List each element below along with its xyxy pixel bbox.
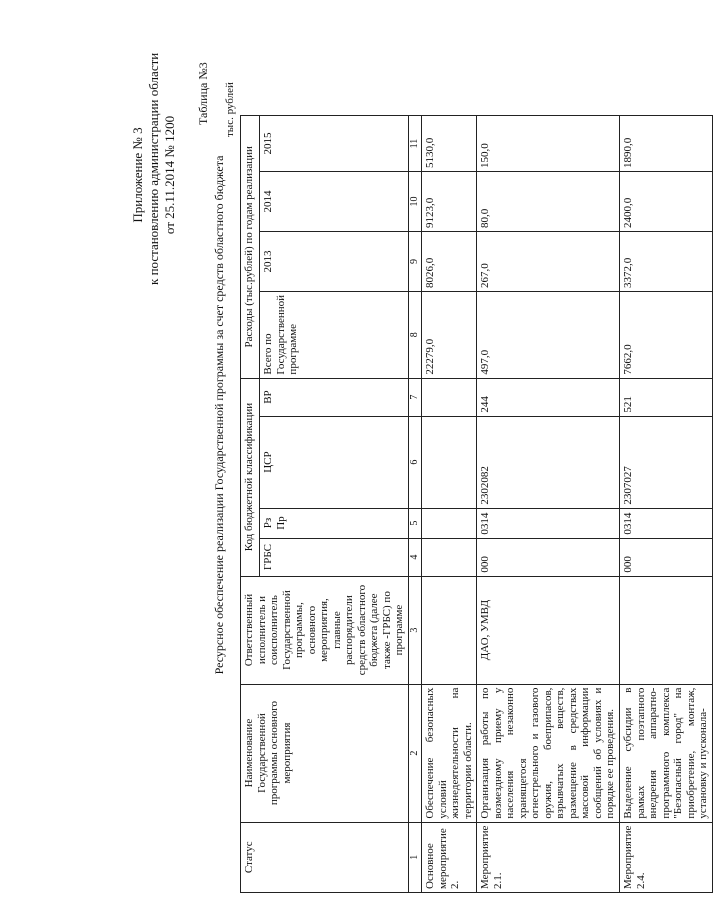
table-row <box>422 116 477 893</box>
header-2013: 2013 <box>260 232 409 292</box>
row-name: Выделение субсидии в рамках поэтапного внедрения аппаратно-программного комплекса "Безопасный город" на приобретение, монтаж, установку и пусконала- <box>620 684 713 822</box>
row-total: 22279,0 <box>422 292 477 379</box>
col-number: 10 <box>408 172 422 232</box>
header-2014: 2014 <box>260 172 409 232</box>
row-2014: 80,0 <box>477 172 620 232</box>
row-2015: 150,0 <box>477 116 620 172</box>
row-responsible <box>422 576 477 684</box>
row-2015: 5130,0 <box>422 116 477 172</box>
row-name: Обеспечение безопасных условий жизнедеятельности на территории области. <box>422 684 477 822</box>
row-2013: 267,0 <box>477 232 620 292</box>
table-row <box>477 116 620 893</box>
row-2014: 2400,0 <box>620 172 713 232</box>
row-grbs: 000 <box>620 538 713 576</box>
header-budget-code: Код бюджетной классификации <box>241 378 260 576</box>
col-number: 4 <box>408 538 422 576</box>
table-label: Таблица №3 <box>196 62 210 125</box>
row-responsible <box>620 576 713 684</box>
document-title: Ресурсное обеспечение реализации Государственной программы за счет средств областного бюджета <box>212 155 226 675</box>
col-number: 9 <box>408 232 422 292</box>
row-status: Основное мероприятие 2. <box>422 822 477 892</box>
row-vr <box>422 378 477 416</box>
header-status: Статус <box>241 822 409 892</box>
header-grbs: ГРБС <box>260 538 409 576</box>
row-status: Мероприятие 2.4. <box>620 822 713 892</box>
row-total: 497,0 <box>477 292 620 379</box>
header-name: Наименование Государственной программы основного мероприятия <box>241 684 409 822</box>
budget-table <box>240 115 713 893</box>
row-status: Мероприятие 2.1. <box>477 822 620 892</box>
col-number: 8 <box>408 292 422 379</box>
unit-label: тыс. рублей <box>224 82 236 137</box>
row-csr <box>422 416 477 508</box>
header-expenses: Расходы (тыс.рублей) по годам реализации <box>241 116 260 379</box>
col-number: 1 <box>408 822 422 892</box>
row-grbs: 000 <box>477 538 620 576</box>
col-number: 2 <box>408 684 422 822</box>
row-2013: 8026,0 <box>422 232 477 292</box>
col-number: 5 <box>408 508 422 538</box>
row-csr: 2307027 <box>620 416 713 508</box>
row-rzpr: 0314 <box>620 508 713 538</box>
row-total: 7662,0 <box>620 292 713 379</box>
appendix-block <box>130 52 178 285</box>
header-row-1 <box>241 116 260 893</box>
row-2015: 1890,0 <box>620 116 713 172</box>
header-vr: ВР <box>260 378 409 416</box>
row-2013: 3372,0 <box>620 232 713 292</box>
row-grbs <box>422 538 477 576</box>
header-2015: 2015 <box>260 116 409 172</box>
row-vr: 244 <box>477 378 620 416</box>
appendix-line-3: от 25.11.2014 № 1200 <box>162 115 177 235</box>
column-number-row <box>408 116 422 893</box>
row-2014: 9123,0 <box>422 172 477 232</box>
col-number: 11 <box>408 116 422 172</box>
row-rzpr: 0314 <box>477 508 620 538</box>
table-row <box>620 116 713 893</box>
row-responsible: ДАО, УМВД <box>477 576 620 684</box>
row-rzpr <box>422 508 477 538</box>
col-number: 7 <box>408 378 422 416</box>
header-total: Всего по Государственной программе <box>260 292 409 379</box>
col-number: 6 <box>408 416 422 508</box>
header-rzpr: Рз Пр <box>260 508 409 538</box>
header-csr: ЦСР <box>260 416 409 508</box>
row-csr: 2302082 <box>477 416 620 508</box>
header-responsible: Ответственный исполнитель и соисполнитель Государственной программы, основного мероприятия, главные распорядители средств областного бюджета (далее также -ГРБС) по программе <box>241 576 409 684</box>
col-number: 3 <box>408 576 422 684</box>
appendix-line-2: к постановлению администрации области <box>146 52 161 285</box>
appendix-line-1: Приложение № 3 <box>130 127 145 223</box>
row-vr: 521 <box>620 378 713 416</box>
row-name: Организация работы по возмездному приему у населения незаконно хранящегося огнестрельного и газового оружия, боеприпасов, взрывчатых веществ, размещение в средствах массовой информации сообщений об условиях и порядке ее проведения. <box>477 684 620 822</box>
